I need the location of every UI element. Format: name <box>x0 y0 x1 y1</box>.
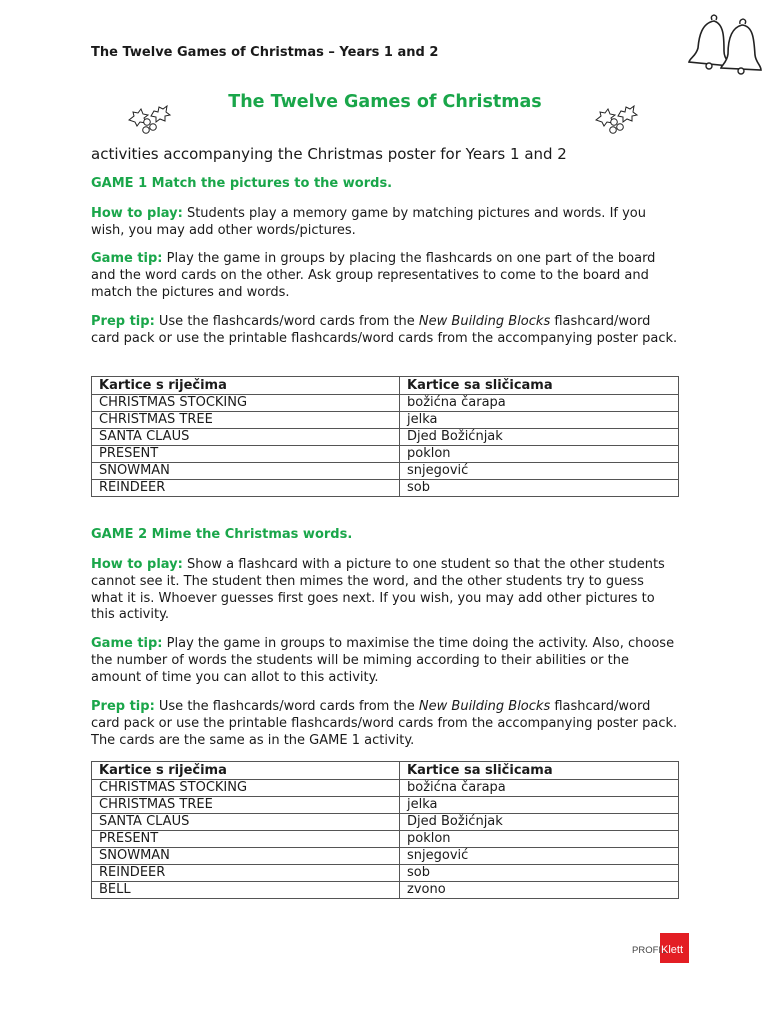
table-cell: sob <box>400 865 679 882</box>
game2-how-to-play <box>91 557 679 624</box>
prep-tip-text: Use the flashcards/word cards from the <box>154 699 419 714</box>
game1-game-tip <box>91 251 679 301</box>
table-header-row <box>92 762 679 780</box>
table-cell: poklon <box>400 831 679 848</box>
christmas-bells-icon <box>684 14 764 78</box>
table-row <box>92 797 679 814</box>
table-cell: Djed Božićnjak <box>400 429 679 446</box>
table-cell: SANTA CLAUS <box>92 429 400 446</box>
game2-table-wrap <box>91 761 679 899</box>
table-cell: BELL <box>92 882 400 899</box>
profil-klett-logo <box>631 933 689 963</box>
table-row <box>92 446 679 463</box>
prep-tip-text: flashcard/word card pack or use the printable flashcards/word cards from the accompanying poster pack. The cards are the same as in the GAME 1 activity. <box>91 699 678 748</box>
prep-tip-label: Prep tip: <box>91 699 155 714</box>
table-cell: CHRISTMAS TREE <box>92 412 400 429</box>
how-to-play-label: How to play: <box>91 557 183 572</box>
table-cell: božićna čarapa <box>400 780 679 797</box>
table-cell: Djed Božićnjak <box>400 814 679 831</box>
table-cell: REINDEER <box>92 480 400 497</box>
how-to-play-label: How to play: <box>91 206 183 221</box>
table-header: Kartice s riječima <box>92 377 400 395</box>
how-to-play-text: Students play a memory game by matching pictures and words. If you wish, you may add other words/pictures. <box>91 206 647 238</box>
table-cell: snjegović <box>400 848 679 865</box>
table-row <box>92 480 679 497</box>
table-row <box>92 882 679 899</box>
game2-game-tip <box>91 636 679 686</box>
book-title: New Building Blocks <box>418 314 551 329</box>
table-cell: PRESENT <box>92 446 400 463</box>
table-cell: SNOWMAN <box>92 848 400 865</box>
book-title: New Building Blocks <box>418 699 551 714</box>
table-cell: poklon <box>400 446 679 463</box>
game-tip-label: Game tip: <box>91 251 163 266</box>
table-row <box>92 865 679 882</box>
game1-section <box>91 176 679 193</box>
game2-word-table <box>91 761 679 899</box>
table-row <box>92 395 679 412</box>
table-cell: SNOWMAN <box>92 463 400 480</box>
prep-tip-text: Use the flashcards/word cards from the <box>154 314 419 329</box>
game2-title: GAME 2 Mime the Christmas words. <box>91 527 353 542</box>
table-cell: sob <box>400 480 679 497</box>
table-cell: CHRISTMAS TREE <box>92 797 400 814</box>
page-header: The Twelve Games of Christmas – Years 1 and 2 <box>91 45 439 60</box>
table-cell: PRESENT <box>92 831 400 848</box>
logo-profil-text: PROFIL <box>632 945 667 956</box>
table-header: Kartice sa sličicama <box>400 762 679 780</box>
game1-word-table <box>91 376 679 497</box>
game2-prep-tip <box>91 699 679 749</box>
document-title: The Twelve Games of Christmas <box>228 92 542 112</box>
table-cell: božićna čarapa <box>400 395 679 412</box>
game1-how-to-play <box>91 206 679 240</box>
game-tip-text: Play the game in groups by placing the flashcards on one part of the board and the word cards on the other. Ask group representatives to come to the board and match the pictures and words. <box>91 251 656 300</box>
table-cell: SANTA CLAUS <box>92 814 400 831</box>
table-row <box>92 831 679 848</box>
prep-tip-label: Prep tip: <box>91 314 155 329</box>
game-tip-text: Play the game in groups to maximise the time doing the activity. Also, choose the number of words the students will be miming according to their abilities or the amount of time you can allot to this activity. <box>91 636 675 685</box>
table-row <box>92 412 679 429</box>
game1-table-wrap <box>91 376 679 497</box>
table-header: Kartice sa sličicama <box>400 377 679 395</box>
table-row <box>92 814 679 831</box>
table-row <box>92 429 679 446</box>
game-tip-label: Game tip: <box>91 636 163 651</box>
document-subtitle: activities accompanying the Christmas poster for Years 1 and 2 <box>91 145 567 163</box>
how-to-play-text: Show a flashcard with a picture to one student so that the other students cannot see it. The student then mimes the word, and the other students try to guess what it is. Whoever guesses first goes next. If you wish, you may add other pictures to this activity. <box>91 557 665 623</box>
table-header: Kartice s riječima <box>92 762 400 780</box>
table-cell: zvono <box>400 882 679 899</box>
game1-prep-tip <box>91 314 679 348</box>
table-cell: REINDEER <box>92 865 400 882</box>
table-cell: CHRISTMAS STOCKING <box>92 395 400 412</box>
logo-klett-text: Klett <box>661 944 684 956</box>
game2-section <box>91 527 679 544</box>
table-row <box>92 848 679 865</box>
table-row <box>92 780 679 797</box>
prep-tip-text: flashcard/word card pack or use the printable flashcards/word cards from the accompanying poster pack. <box>91 314 678 346</box>
table-cell: snjegović <box>400 463 679 480</box>
table-cell: jelka <box>400 412 679 429</box>
table-header-row <box>92 377 679 395</box>
game1-title: GAME 1 Match the pictures to the words. <box>91 176 393 191</box>
table-row <box>92 463 679 480</box>
table-cell: jelka <box>400 797 679 814</box>
table-cell: CHRISTMAS STOCKING <box>92 780 400 797</box>
